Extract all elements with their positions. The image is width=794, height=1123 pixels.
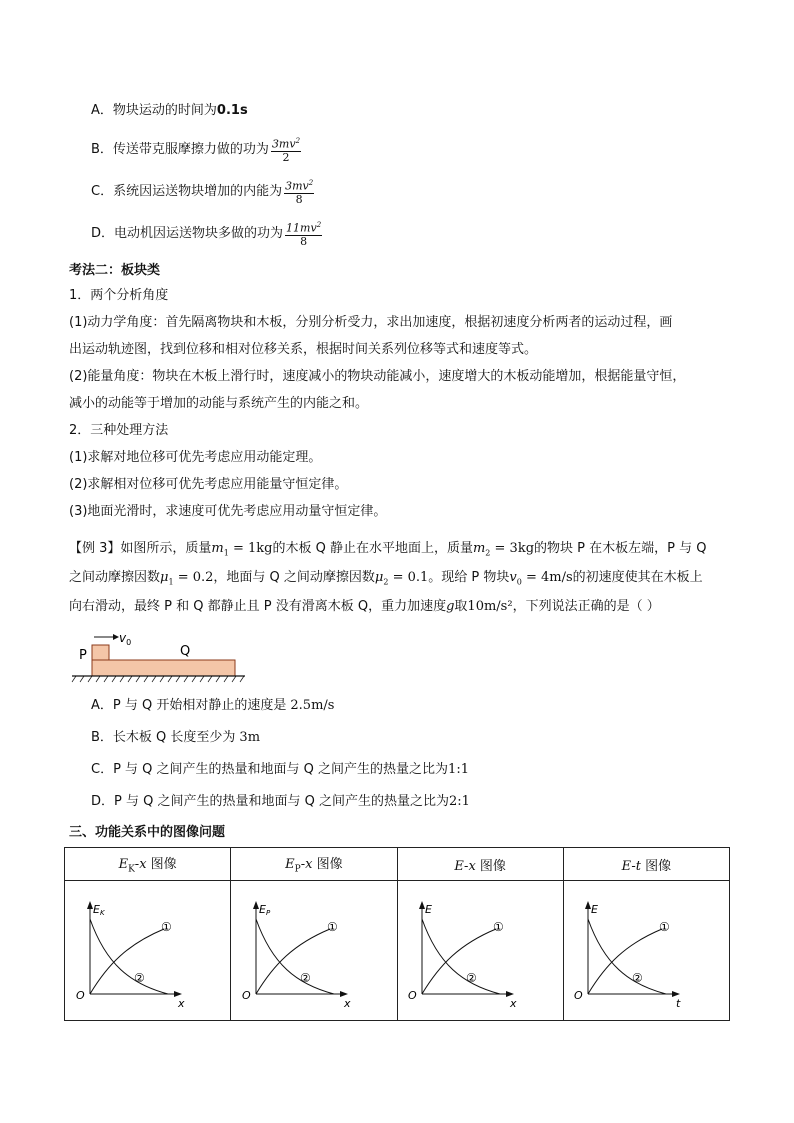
option-letter: A． — [91, 103, 113, 118]
svg-text:②: ② — [466, 970, 477, 985]
example-option-c: C．P 与 Q 之间产生的热量和地面与 Q 之间产生的热量之比为1:1 — [91, 762, 469, 777]
graph-ep-x — [234, 889, 394, 1009]
block-p-label: P — [79, 648, 87, 663]
block-p — [92, 645, 109, 660]
option-letter: D． — [91, 225, 115, 241]
svg-text:①: ① — [326, 919, 338, 934]
paragraph: 出运动轨迹图，找到位移和相对位移关系，根据时间关系列位移等式和速度等式。 — [69, 342, 538, 357]
ground-hatch — [72, 676, 244, 682]
svg-text:t: t — [676, 996, 681, 1009]
option-a — [91, 102, 248, 120]
svg-text:O: O — [241, 988, 251, 1002]
curve-1 — [90, 929, 164, 994]
graph-e-x — [400, 889, 560, 1009]
svg-text:E: E — [591, 902, 599, 916]
example-option-d: D．P 与 Q 之间产生的热量和地面与 Q 之间产生的热量之比为2:1 — [91, 794, 470, 809]
option-text: 系统因运送物块增加的内能为 — [113, 183, 283, 199]
graph-cell — [397, 881, 563, 1021]
svg-text:x: x — [510, 996, 517, 1009]
graph-cell — [65, 881, 231, 1021]
option-d — [91, 219, 322, 248]
method-item: (2)求解相对位移可优先考虑应用能量守恒定律。 — [69, 477, 348, 492]
svg-text:O: O — [408, 988, 417, 1002]
option-letter: C． — [91, 183, 114, 199]
svg-text:x: x — [343, 996, 351, 1009]
option-value: 0.1s — [216, 103, 248, 118]
fraction: $\frac{3mv^2}{2}$ — [271, 137, 301, 164]
board-q-label: Q — [180, 644, 191, 659]
svg-text:EP: EP — [258, 902, 271, 917]
heading-methods: 2．三种处理方法 — [69, 423, 169, 438]
svg-text:E: E — [425, 902, 433, 916]
example-line-2: 之间动摩擦因数$\mu_1 = 0.2$，地面与 Q 之间动摩擦因数$\mu_2 = 0.1$。现给 P 物块$v_0 = 4m/s$的初速度使其在木板上 — [69, 570, 703, 587]
fraction: $\frac{11mv^2}{8}$ — [286, 221, 322, 248]
graph-ek-x — [68, 889, 228, 1009]
section-title-3: 三、功能关系中的图像问题 — [69, 825, 226, 840]
option-letter: B． — [91, 141, 113, 157]
graph-header: $E_K-x$ 图像 — [65, 848, 231, 881]
example-option-b: B．长木板 Q 长度至少为 3m — [91, 730, 261, 745]
board-block-figure — [70, 628, 250, 686]
option-b — [91, 135, 301, 164]
svg-text:②: ② — [632, 970, 644, 985]
svg-text:EK: EK — [92, 902, 105, 917]
example-option-a: A．P 与 Q 开始相对静止的速度是 2.5m/s — [91, 698, 335, 713]
method-item: (1)求解对地位移可优先考虑应用动能定理。 — [69, 450, 322, 465]
svg-text:①: ① — [493, 919, 504, 934]
svg-text:x: x — [177, 996, 185, 1009]
option-text: 物块运动的时间为 — [112, 103, 217, 118]
paragraph: (2)能量角度：物块在木板上滑行时，速度减小的物块动能减小，速度增大的木板动能增加，根据能量守恒， — [69, 369, 686, 384]
graph-cell — [563, 881, 729, 1021]
heading-analysis: 1．两个分析角度 — [69, 288, 169, 303]
section-title-2: 考法二：板块类 — [69, 263, 161, 278]
svg-text:①: ① — [659, 919, 671, 934]
curve-2 — [90, 919, 168, 994]
svg-text:①: ① — [160, 919, 172, 934]
graph-header: E-x 图像 — [397, 848, 563, 881]
option-c — [91, 177, 314, 206]
fraction: $\frac{3mv^2}{8}$ — [285, 179, 314, 206]
graph-header: $E_P-x$ 图像 — [231, 848, 397, 881]
svg-text:O: O — [574, 988, 584, 1002]
graph-table — [64, 847, 730, 1021]
svg-text:②: ② — [299, 970, 311, 985]
graph-e-t — [566, 889, 726, 1009]
svg-text:②: ② — [133, 970, 145, 985]
method-item: (3)地面光滑时，求速度可优先考虑应用动量守恒定律。 — [69, 504, 387, 519]
graph-cell — [231, 881, 397, 1021]
velocity-label: $v_0$ — [119, 631, 132, 647]
option-text: 传送带克服摩擦力做的功为 — [112, 141, 269, 157]
example-line-3: 向右滑动，最终 P 和 Q 都静止且 P 没有滑离木板 Q，重力加速度g取10m/s²，下列说法正确的是（ ） — [69, 599, 660, 614]
paragraph: 减小的动能等于增加的动能与系统产生的内能之和。 — [69, 396, 369, 411]
paragraph: (1)动力学角度：首先隔离物块和木板，分别分析受力，求出加速度，根据初速度分析两者的运动过程，画 — [69, 315, 673, 330]
board-q — [92, 660, 235, 676]
graph-header: E-t 图像 — [563, 848, 729, 881]
svg-text:O: O — [75, 988, 85, 1002]
option-text: 电动机因运送物块多做的功为 — [114, 225, 284, 241]
example-line-1: 【例 3】如图所示，质量$m_1 = 1kg$的木板 Q 静止在水平地面上，质量$m_2 = 3kg$的物块 P 在木板左端，P 与 Q — [69, 541, 707, 558]
